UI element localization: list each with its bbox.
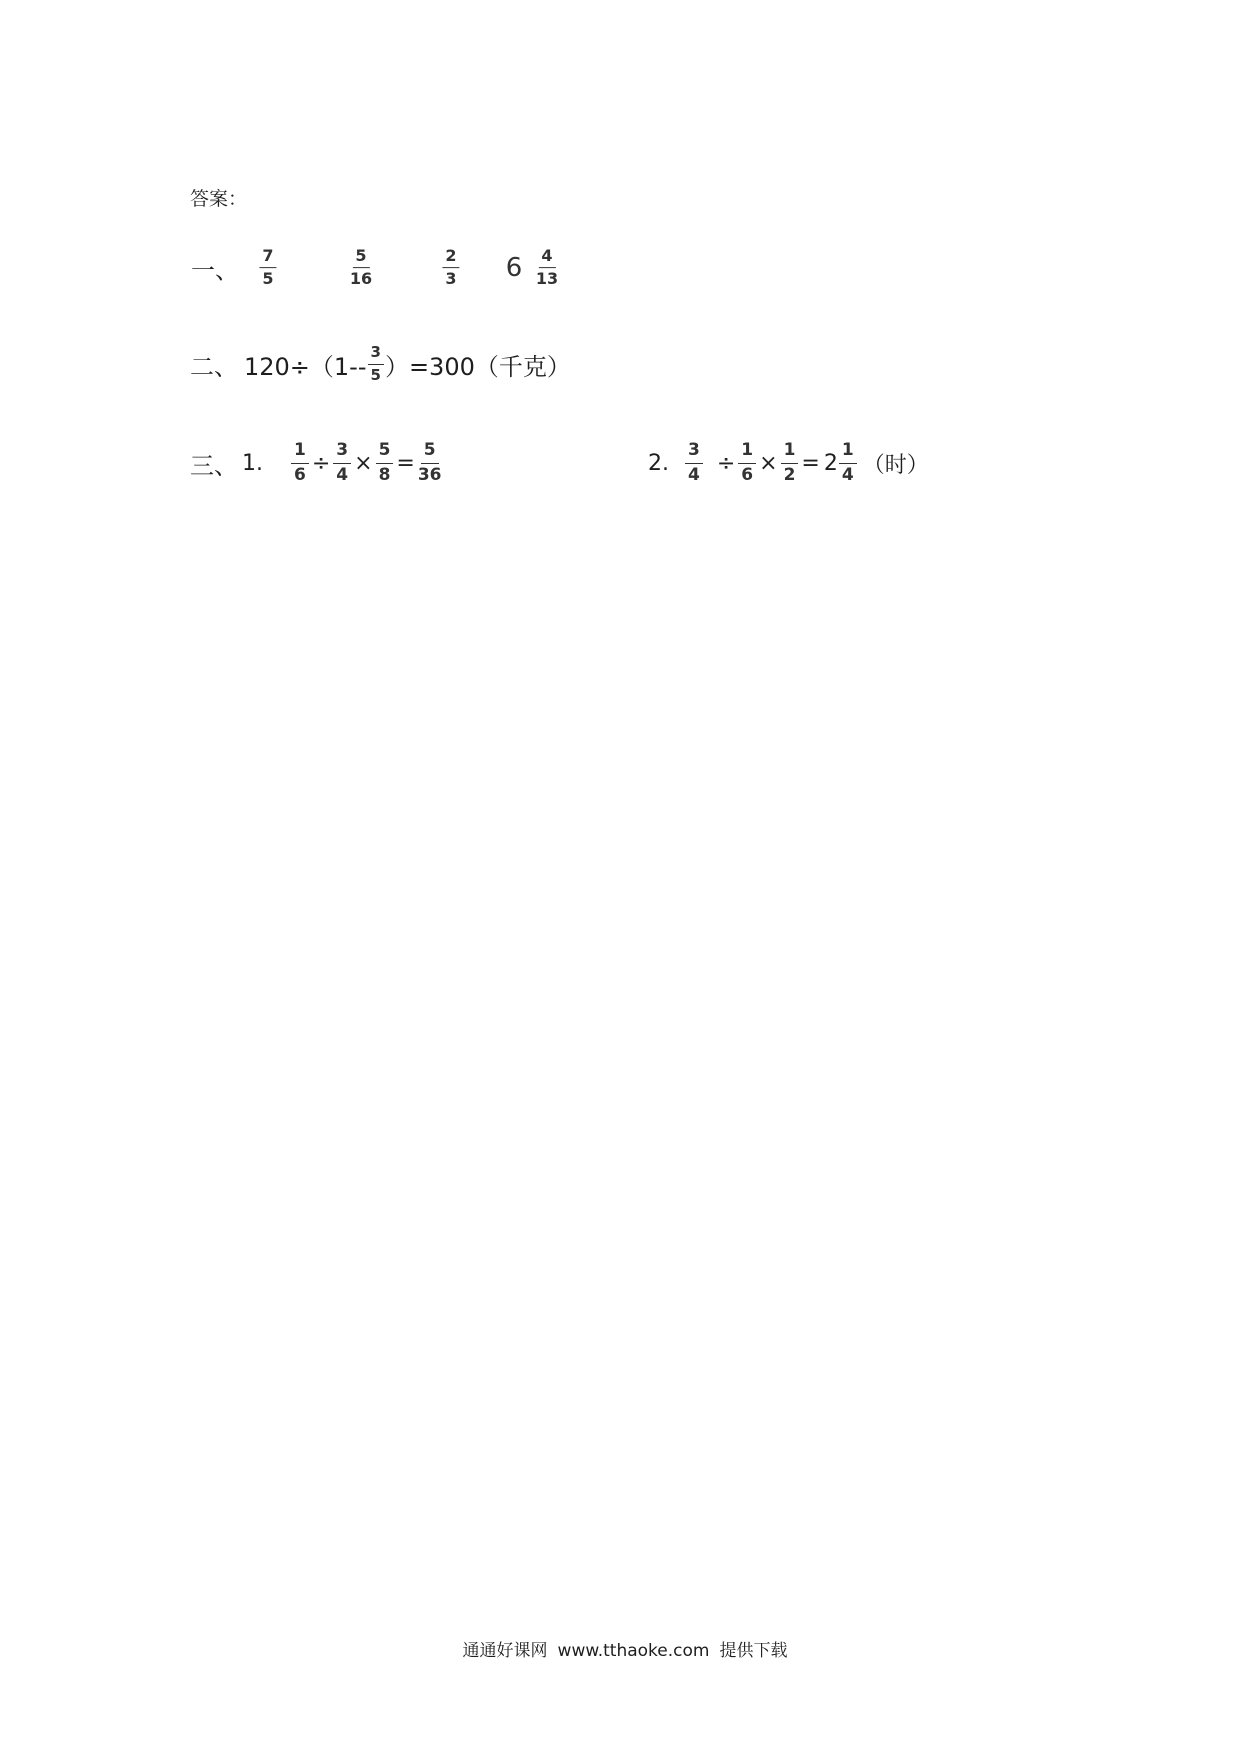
equals-sign: = [396,450,415,476]
footer-site-name: 通通好课网 [462,1641,548,1661]
fraction-denominator: 36 [417,464,442,485]
page-footer [463,1640,788,1662]
footer-url: www.tthaoke.com [557,1641,710,1661]
footer-note: 提供下载 [719,1641,788,1661]
mixed-number-whole: 6 [505,253,523,283]
fraction-denominator: 4 [336,464,349,485]
section-2-expression-start: 120÷（1-- [244,352,367,381]
fraction [781,441,799,485]
fraction-denominator: 6 [741,464,754,485]
section-2-row [190,338,571,390]
answer-heading: 答案： [190,188,248,210]
fraction-denominator: 4 [688,464,700,485]
fraction-numerator: 2 [442,247,459,268]
multiplication-operator: × [759,450,778,476]
fraction [368,344,384,384]
equals-sign: = [801,450,820,476]
division-operator: ÷ [716,450,736,476]
fraction-numerator: 5 [352,247,369,268]
fraction-numerator: 4 [538,247,555,268]
fraction-numerator: 1 [738,441,756,464]
fraction-denominator: 5 [370,365,381,384]
division-operator: ÷ [311,450,331,476]
question-number: 1. [242,450,263,476]
fraction-numerator: 1 [839,441,857,464]
fraction-numerator: 3 [368,344,384,364]
fraction-denominator: 8 [378,464,391,485]
fraction-numerator: 3 [685,441,703,464]
section-2-expression-end: ）=300（千克） [384,352,571,381]
question-number: 2. [648,450,669,476]
fraction-numerator: 7 [259,247,276,268]
fraction [291,441,309,485]
section-1-label: 一、 [191,256,239,285]
section-1-row [0,240,1240,296]
section-3-label: 三、 [190,451,238,480]
fraction [376,441,394,485]
fraction-denominator: 13 [535,269,559,289]
unit-label: （时） [862,452,929,478]
section-3-question-1 [190,436,442,490]
fraction-numerator: 3 [333,441,351,464]
fraction [738,441,756,485]
fraction-denominator: 6 [294,464,306,485]
fraction-denominator: 3 [445,269,457,289]
mixed-number-whole: 2 [823,450,838,476]
result-fraction [839,441,857,485]
fraction-answer-2 [350,247,372,289]
fraction-answer-1 [259,247,276,289]
multiplication-operator: × [354,450,373,476]
section-3-question-2 [644,436,929,490]
fraction-numerator: 1 [291,441,309,464]
fraction-denominator: 16 [349,269,373,289]
result-fraction [418,441,442,485]
fraction-numerator: 5 [421,441,439,464]
fraction [333,441,351,485]
fraction-denominator: 4 [841,464,854,485]
fraction-denominator: 2 [783,464,796,485]
fraction-numerator: 5 [376,441,394,464]
fraction-denominator: 5 [262,269,274,289]
fraction-answer-4 [536,247,558,289]
fraction-answer-3 [442,247,459,289]
fraction-numerator: 1 [781,441,799,464]
fraction [685,441,703,485]
section-2-label: 二、 [190,352,238,381]
